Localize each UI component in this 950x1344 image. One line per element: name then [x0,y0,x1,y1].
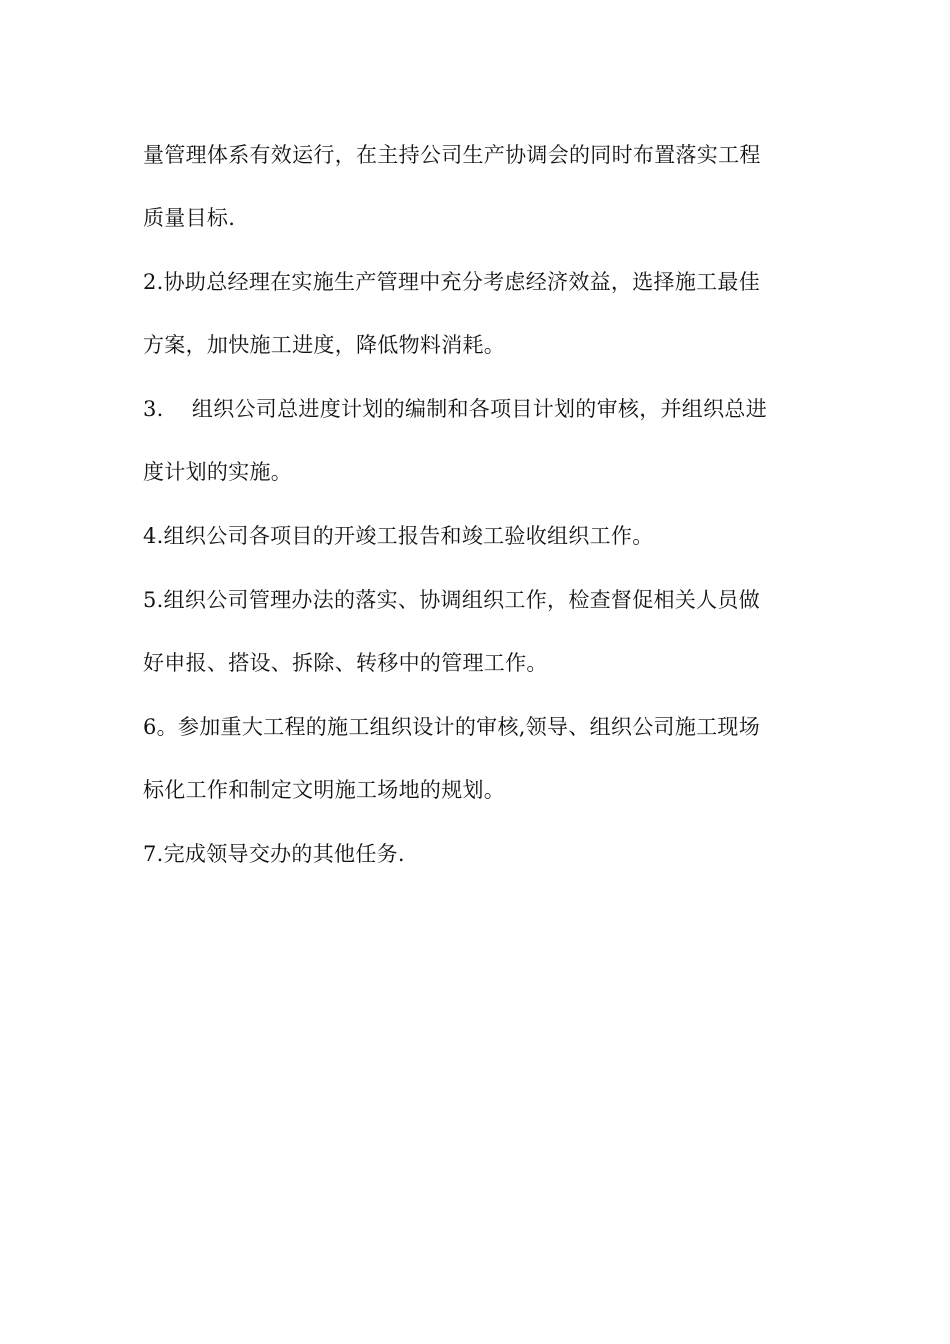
document-body [143,124,808,887]
paragraph-line: 度计划的实施。 [143,460,293,484]
paragraph-line: 质量目标. [143,206,236,230]
paragraph-line: 标化工作和制定文明施工场地的规划。 [143,778,506,802]
paragraph-item-7 [143,823,808,886]
paragraph-line: 7.完成领导交办的其他任务. [143,842,405,866]
paragraph-line: 3. 组织公司总进度计划的编制和各项目计划的审核，并组织总进 [143,397,768,421]
paragraph-line: 5.组织公司管理办法的落实、协调组织工作，检查督促相关人员做 [143,588,761,612]
paragraph-line: 6。参加重大工程的施工组织设计的审核,领导、组织公司施工现场 [143,715,761,739]
paragraph-line: 2.协助总经理在实施生产管理中充分考虑经济效益，选择施工最佳 [143,270,761,294]
paragraph-item-5 [143,569,808,695]
paragraph-line: 好申报、搭设、拆除、转移中的管理工作。 [143,651,548,675]
paragraph-line: 量管理体系有效运行，在主持公司生产协调会的同时布置落实工程 [143,143,761,167]
paragraph-line: 4.组织公司各项目的开竣工报告和竣工验收组织工作。 [143,524,654,548]
paragraph-quality-system [143,124,808,250]
paragraph-line: 方案，加快施工进度，降低物料消耗。 [143,333,506,357]
paragraph-item-3 [143,378,808,504]
paragraph-item-6 [143,696,808,822]
paragraph-item-4 [143,505,808,568]
paragraph-item-2 [143,251,808,377]
